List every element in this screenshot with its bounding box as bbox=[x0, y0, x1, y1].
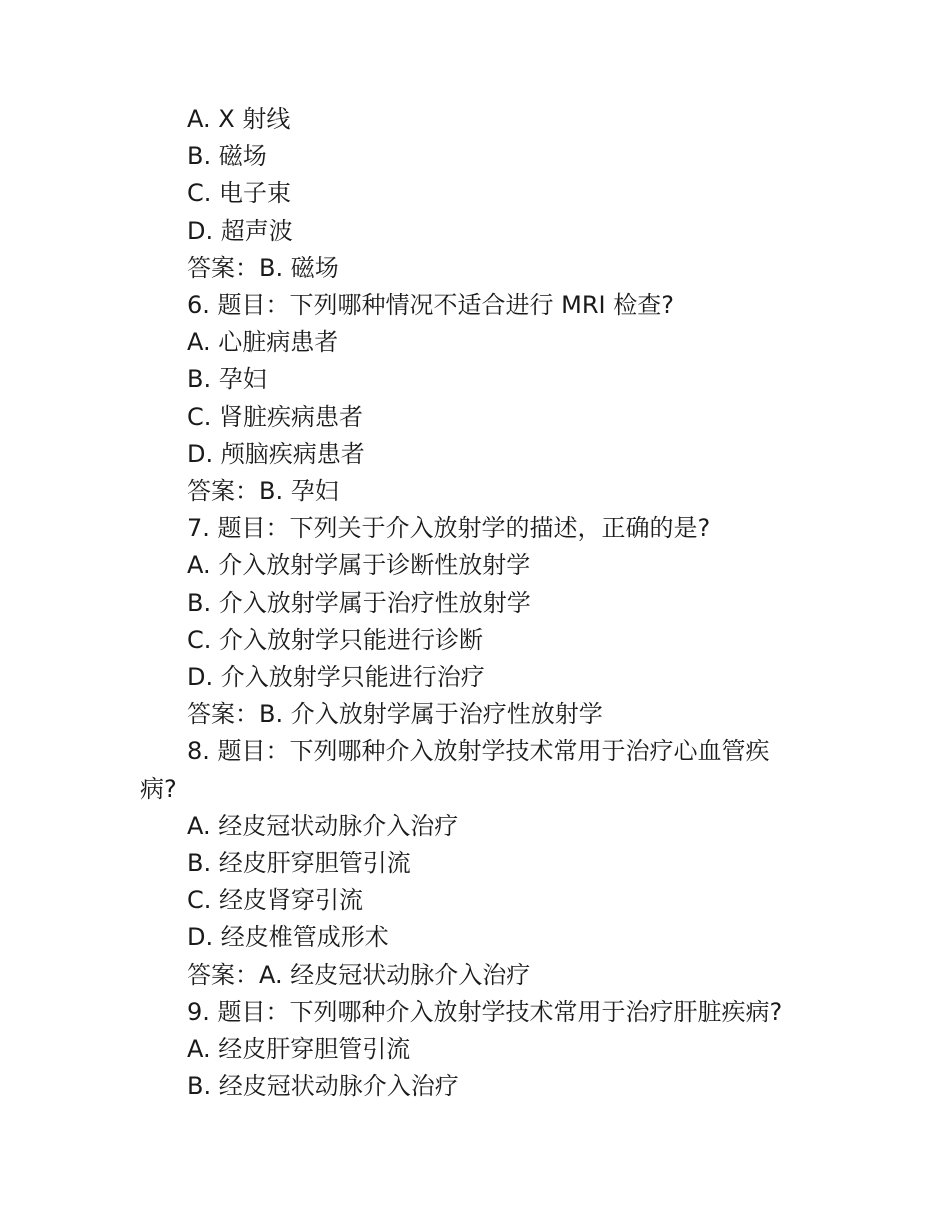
option-line: B. 经皮肝穿胆管引流 bbox=[187, 849, 411, 878]
option-line: A. X 射线 bbox=[187, 105, 291, 133]
answer-line: 答案：A. 经皮冠状动脉介入治疗 bbox=[187, 960, 531, 989]
question-line: 7. 题目：下列关于介入放射学的描述，正确的是? bbox=[187, 514, 711, 543]
option-line: C. 介入放射学只能进行诊断 bbox=[187, 625, 484, 654]
option-line: B. 孕妇 bbox=[187, 365, 267, 394]
option-line: C. 电子束 bbox=[187, 179, 292, 208]
question-list bbox=[140, 101, 800, 1105]
option-line: C. 肾脏疾病患者 bbox=[187, 402, 364, 431]
option-line: D. 颅脑疾病患者 bbox=[187, 439, 365, 468]
option-line: A. 心脏病患者 bbox=[187, 328, 339, 357]
option-line: C. 经皮肾穿引流 bbox=[187, 886, 364, 915]
option-line: D. 超声波 bbox=[187, 216, 293, 245]
option-line: B. 经皮冠状动脉介入治疗 bbox=[187, 1072, 459, 1101]
option-line: D. 经皮椎管成形术 bbox=[187, 923, 389, 952]
option-line: A. 介入放射学属于诊断性放射学 bbox=[187, 551, 531, 580]
option-line: D. 介入放射学只能进行治疗 bbox=[187, 663, 485, 692]
question-line: 9. 题目：下列哪种介入放射学技术常用于治疗肝脏疾病? bbox=[187, 997, 783, 1026]
option-line: A. 经皮肝穿胆管引流 bbox=[187, 1035, 411, 1064]
question-line: 8. 题目：下列哪种介入放射学技术常用于治疗心血管疾病? bbox=[140, 737, 770, 803]
answer-line: 答案：B. 磁场 bbox=[187, 253, 339, 282]
answer-line: 答案：B. 孕妇 bbox=[187, 477, 339, 506]
option-line: A. 经皮冠状动脉介入治疗 bbox=[187, 811, 459, 840]
answer-line: 答案：B. 介入放射学属于治疗性放射学 bbox=[187, 700, 603, 729]
option-line: B. 磁场 bbox=[187, 142, 267, 171]
option-line: B. 介入放射学属于治疗性放射学 bbox=[187, 588, 531, 617]
question-line: 6. 题目：下列哪种情况不适合进行 MRI 检查? bbox=[187, 291, 674, 320]
